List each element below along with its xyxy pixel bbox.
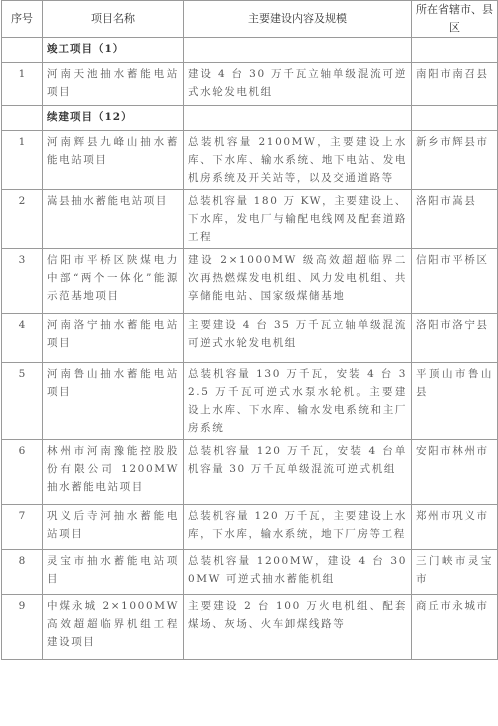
table-row xyxy=(2,249,498,314)
section-title: 竣工项目（1） xyxy=(43,38,184,63)
project-name: 河南鲁山抽水蓄能电站项目 xyxy=(43,363,184,440)
project-scale: 总装机容量 180 万 KW，主要建设上、下水库，发电厂与输配电线网及配套道路工程 xyxy=(184,190,412,249)
table-row xyxy=(2,190,498,249)
row-index: 1 xyxy=(2,131,43,190)
section-row xyxy=(2,38,498,63)
project-table xyxy=(1,0,498,660)
table-row xyxy=(2,314,498,363)
row-index: 3 xyxy=(2,249,43,314)
header-name: 项目名称 xyxy=(43,1,184,38)
section-blank xyxy=(412,106,498,131)
table-row xyxy=(2,63,498,106)
project-scale: 主要建设 4 台 35 万千瓦立轴单级混流可逆式水轮发电机组 xyxy=(184,314,412,363)
project-scale: 总装机容量 130 万千瓦，安装 4 台 32.5 万千瓦可逆式水泵水轮机。主要建设上水库、下水库、输水发电系统和主厂房系统 xyxy=(184,363,412,440)
project-name: 中煤永城 2×1000MW 高效超超临界机组工程建设项目 xyxy=(43,595,184,660)
project-name: 信阳市平桥区陕煤电力中部“两个一体化”能源示范基地项目 xyxy=(43,249,184,314)
project-scale: 总装机容量 120 万千瓦，主要建设上水库，下水库，输水系统，地下厂房等工程 xyxy=(184,505,412,550)
section-blank xyxy=(412,38,498,63)
header-location: 所在省辖市、县区 xyxy=(412,1,498,38)
section-row xyxy=(2,106,498,131)
row-index: 1 xyxy=(2,63,43,106)
project-location: 商丘市永城市 xyxy=(412,595,498,660)
table-row xyxy=(2,363,498,440)
project-scale: 主要建设 2 台 100 万火电机组、配套煤场、灰场、火车卸煤线路等 xyxy=(184,595,412,660)
table-row xyxy=(2,131,498,190)
table-header-row xyxy=(2,1,498,38)
row-index: 2 xyxy=(2,190,43,249)
project-name: 嵩县抽水蓄能电站项目 xyxy=(43,190,184,249)
section-blank xyxy=(2,106,43,131)
project-scale: 建设 4 台 30 万千瓦立轴单级混流可逆式水轮发电机组 xyxy=(184,63,412,106)
project-location: 信阳市平桥区 xyxy=(412,249,498,314)
table-row xyxy=(2,440,498,505)
project-location: 新乡市辉县市 xyxy=(412,131,498,190)
project-location: 三门峡市灵宝市 xyxy=(412,550,498,595)
row-index: 9 xyxy=(2,595,43,660)
project-scale: 建设 2×1000MW 级高效超超临界二次再热燃煤发电机组、风力发电机组、共享储能电站、国家级煤储基地 xyxy=(184,249,412,314)
section-blank xyxy=(2,38,43,63)
table-row xyxy=(2,595,498,660)
section-blank xyxy=(184,106,412,131)
project-name: 巩义后寺河抽水蓄能电站项目 xyxy=(43,505,184,550)
row-index: 8 xyxy=(2,550,43,595)
project-location: 南阳市南召县 xyxy=(412,63,498,106)
project-location: 洛阳市洛宁县 xyxy=(412,314,498,363)
row-index: 7 xyxy=(2,505,43,550)
project-scale: 总装机容量 2100MW，主要建设上水库、下水库、输水系统、地下电站、发电机房系统及开关站等，以及交通道路等 xyxy=(184,131,412,190)
table-row xyxy=(2,505,498,550)
project-location: 安阳市林州市 xyxy=(412,440,498,505)
project-name: 灵宝市抽水蓄能电站项目 xyxy=(43,550,184,595)
row-index: 5 xyxy=(2,363,43,440)
table-row xyxy=(2,550,498,595)
project-scale: 总装机容量 1200MW，建设 4 台 300MW 可逆式抽水蓄能机组 xyxy=(184,550,412,595)
project-location: 洛阳市嵩县 xyxy=(412,190,498,249)
header-scale: 主要建设内容及规模 xyxy=(184,1,412,38)
project-name: 林州市河南豫能控股股份有限公司 1200MW 抽水蓄能电站项目 xyxy=(43,440,184,505)
row-index: 4 xyxy=(2,314,43,363)
row-index: 6 xyxy=(2,440,43,505)
project-location: 郑州市巩义市 xyxy=(412,505,498,550)
header-index: 序号 xyxy=(2,1,43,38)
project-name: 河南洛宁抽水蓄能电站项目 xyxy=(43,314,184,363)
project-name: 河南辉县九峰山抽水蓄能电站项目 xyxy=(43,131,184,190)
section-title: 续建项目（12） xyxy=(43,106,184,131)
project-name: 河南天池抽水蓄能电站项目 xyxy=(43,63,184,106)
project-location: 平顶山市鲁山县 xyxy=(412,363,498,440)
project-scale: 总装机容量 120 万千瓦，安装 4 台单机容量 30 万千瓦单级混流可逆式机组 xyxy=(184,440,412,505)
section-blank xyxy=(184,38,412,63)
